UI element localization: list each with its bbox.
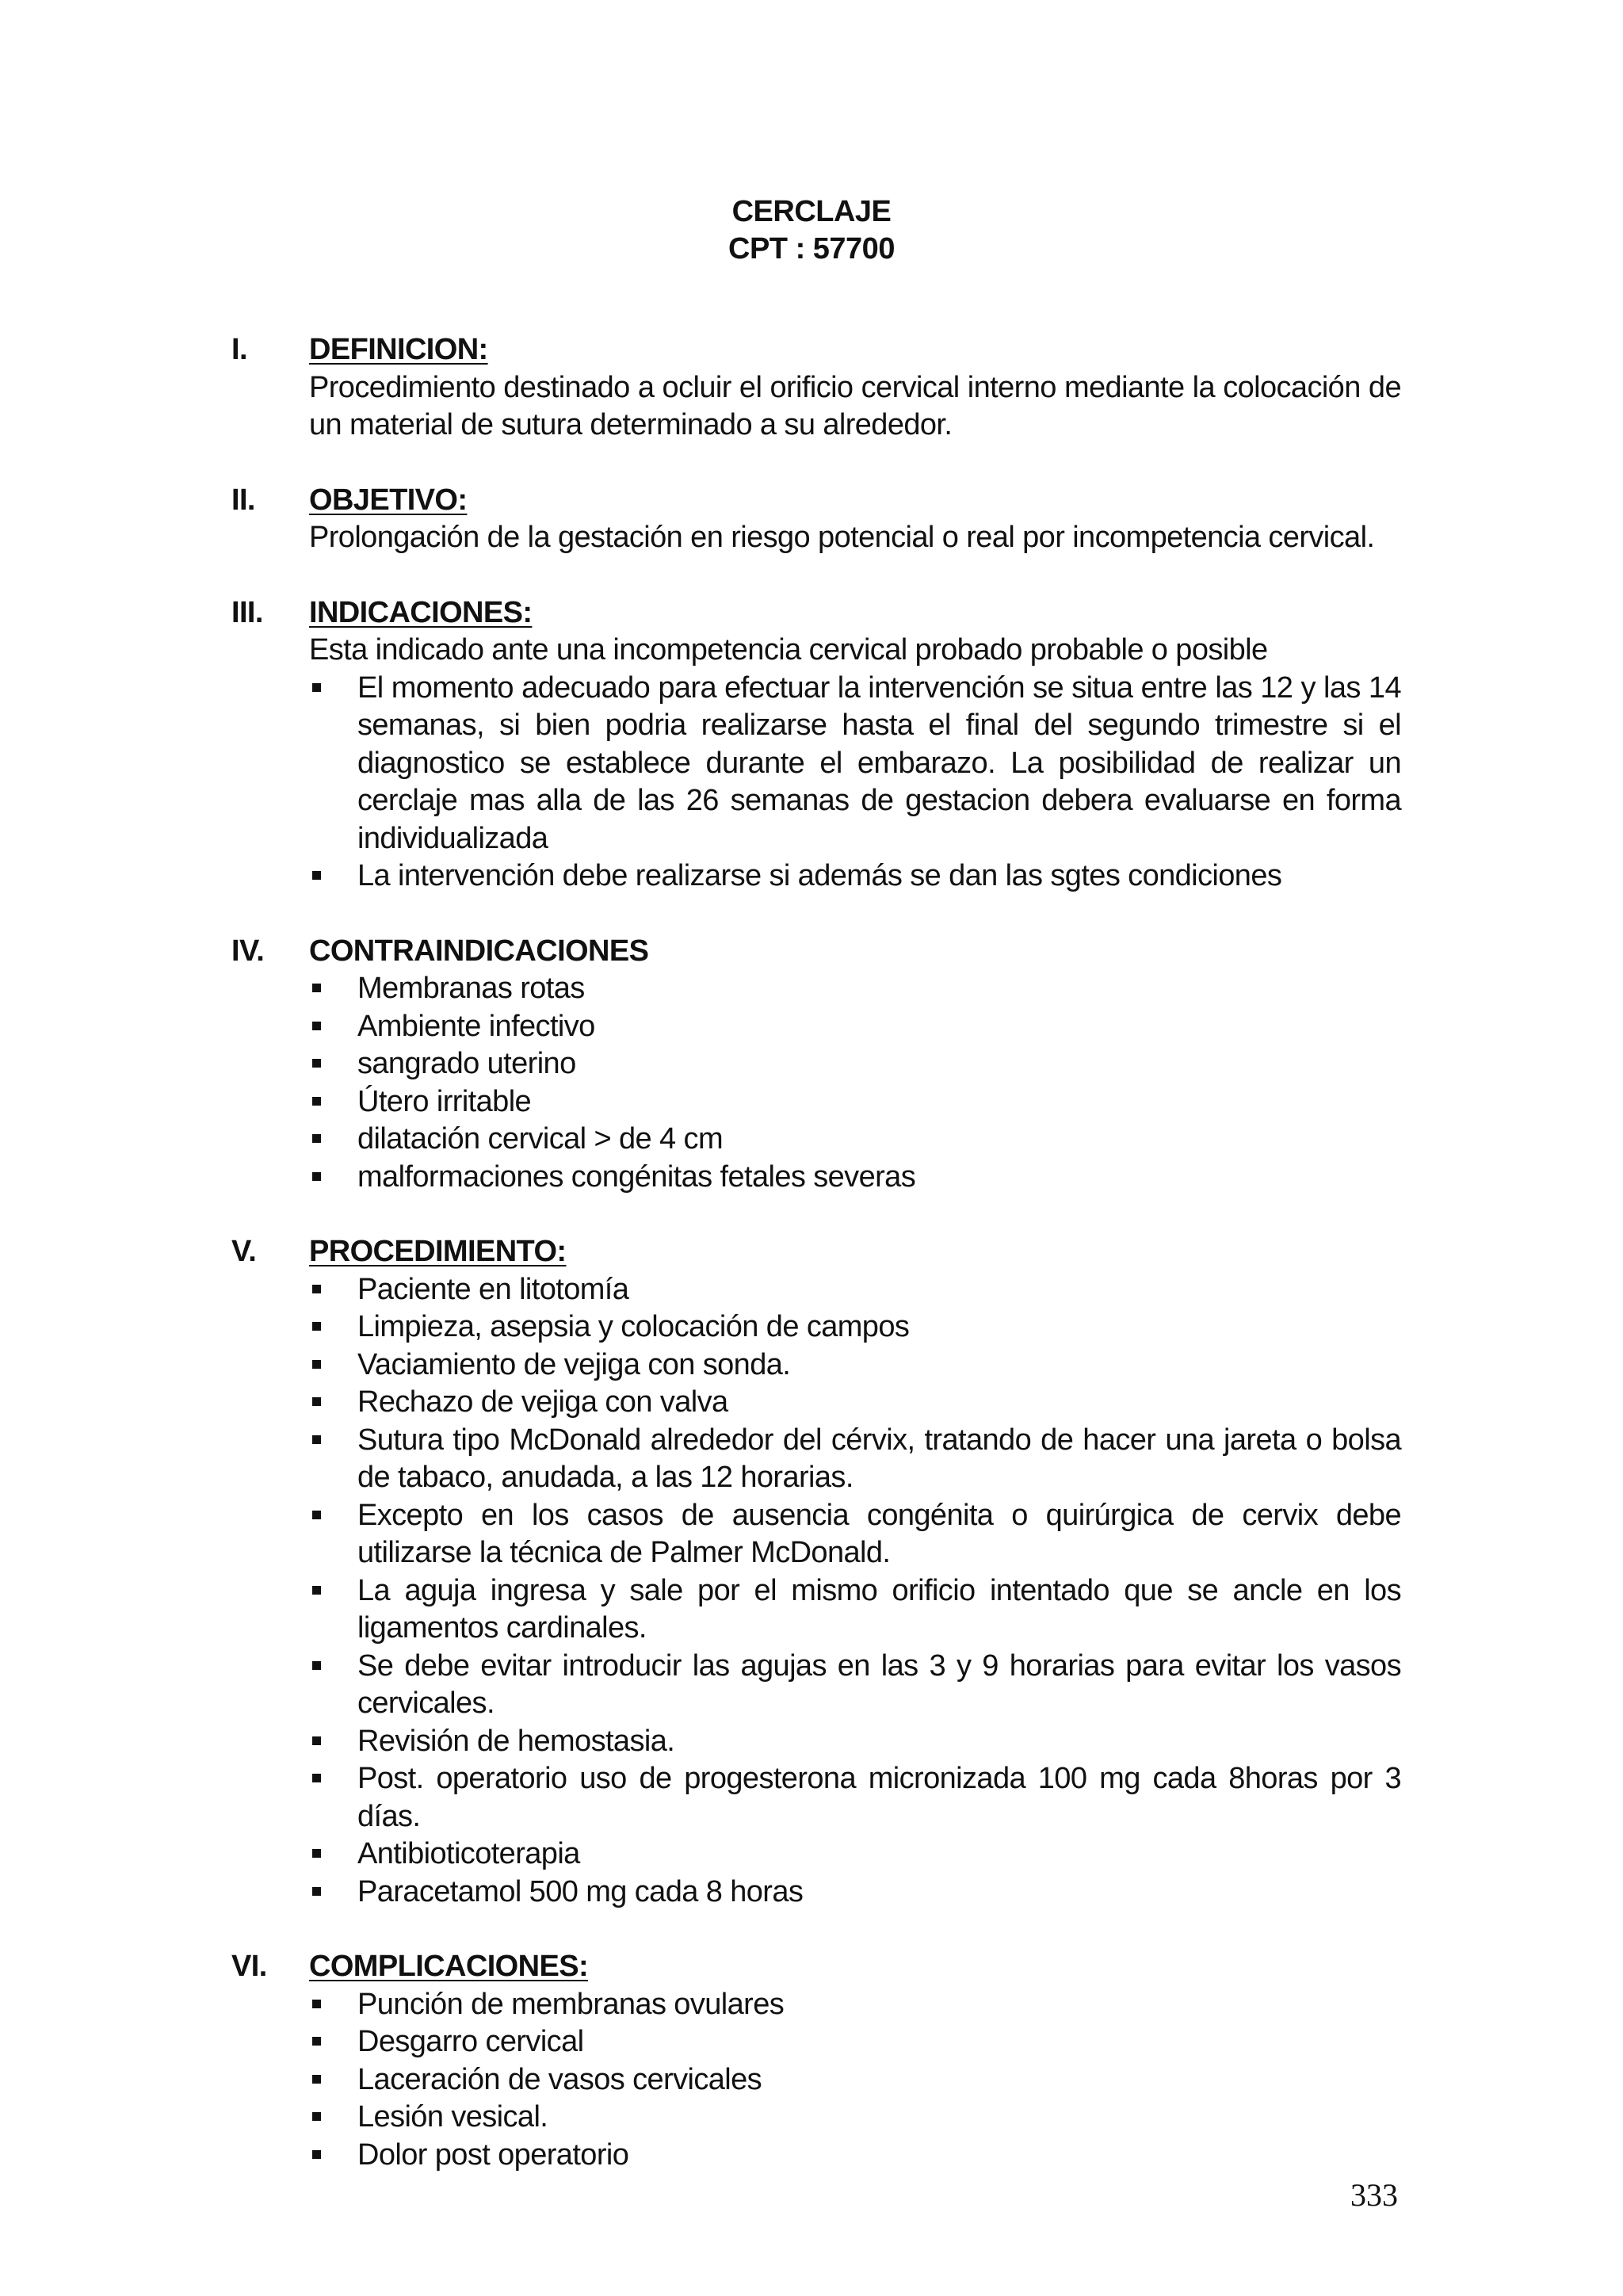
section-paragraph: Prolongación de la gestación en riesgo potencial o real por incompetencia cervical. xyxy=(309,521,1375,554)
section xyxy=(231,594,1401,896)
list-item-text: Ambiente infectivo xyxy=(357,1009,595,1043)
list-item-text: Post. operatorio uso de progesterona micronizada 100 mg cada 8horas por 3 días. xyxy=(357,1762,1401,1833)
section-title: PROCEDIMIENTO: xyxy=(309,1235,567,1268)
square-bullet-icon xyxy=(312,1285,321,1293)
list-item xyxy=(309,1836,1401,1874)
square-bullet-icon xyxy=(312,871,321,880)
square-bullet-icon xyxy=(312,2000,321,2008)
square-bullet-icon xyxy=(312,683,321,692)
square-bullet-icon xyxy=(312,1134,321,1143)
square-bullet-icon xyxy=(312,1059,321,1068)
square-bullet-icon xyxy=(312,1586,321,1595)
square-bullet-icon xyxy=(312,1322,321,1331)
list-item xyxy=(309,1008,1401,1046)
list-item-text: Útero irritable xyxy=(357,1084,532,1118)
list-item-text: Antibioticoterapia xyxy=(357,1837,580,1870)
square-bullet-icon xyxy=(312,1511,321,1519)
section-title: DEFINICION: xyxy=(309,333,488,366)
list-item xyxy=(309,1874,1401,1912)
bullet-list xyxy=(309,1986,1401,2175)
section-number: I. xyxy=(231,333,247,366)
bullet-list xyxy=(309,970,1401,1196)
document-title: CERCLAJE xyxy=(731,195,892,228)
list-item xyxy=(309,1083,1401,1121)
list-item-text: Excepto en los casos de ausencia congénita o quirúrgica de cervix debe utilizarse la técnica de Palmer McDonald. xyxy=(357,1498,1401,1569)
section-title: INDICACIONES: xyxy=(309,595,533,629)
bullet-list xyxy=(309,1271,1401,1912)
square-bullet-icon xyxy=(312,2037,321,2046)
square-bullet-icon xyxy=(312,1774,321,1782)
section-paragraph: Procedimiento destinado a ocluir el orificio cervical interno mediante la colocación de un material de sutura determinado a su alrededor. xyxy=(309,370,1401,441)
section-number: VI. xyxy=(231,1950,267,1983)
list-item-text: Paciente en litotomía xyxy=(357,1272,629,1306)
square-bullet-icon xyxy=(312,1435,321,1444)
square-bullet-icon xyxy=(312,2075,321,2084)
list-item xyxy=(309,858,1401,896)
square-bullet-icon xyxy=(312,2112,321,2121)
list-item-text: Dolor post operatorio xyxy=(357,2137,629,2172)
list-item xyxy=(309,1271,1401,1309)
list-item-text: Se debe evitar introducir las agujas en las 3 y 9 horarias para evitar los vasos cervicales. xyxy=(357,1648,1401,1720)
list-item-text: dilatación cervical > de 4 cm xyxy=(357,1122,723,1156)
square-bullet-icon xyxy=(312,1887,321,1896)
square-bullet-icon xyxy=(312,1097,321,1106)
section xyxy=(231,331,1401,445)
section xyxy=(231,482,1401,557)
square-bullet-icon xyxy=(312,2150,321,2159)
square-bullet-icon xyxy=(312,1661,321,1670)
list-item-text: Rechazo de vejiga con valva xyxy=(357,1385,728,1419)
list-item xyxy=(309,2137,1401,2175)
section-title: OBJETIVO: xyxy=(309,483,468,517)
square-bullet-icon xyxy=(312,1022,321,1030)
list-item xyxy=(309,2099,1401,2137)
list-item-text: Limpieza, asepsia y colocación de campos xyxy=(357,1310,910,1343)
list-item xyxy=(309,1347,1401,1385)
square-bullet-icon xyxy=(312,1736,321,1745)
section-number: IV. xyxy=(231,934,265,968)
list-item-text: Paracetamol 500 mg cada 8 horas xyxy=(357,1874,804,1908)
list-item-text: El momento adecuado para efectuar la intervención se situa entre las 12 y las 14 semanas, si bien podria realizarse hasta el final del segundo trimestre si el diagnostico se establece durante el embarazo. La posibilidad de realizar un cerclaje mas alla de las 26 semanas de gestacion debera evaluarse en forma individualizada xyxy=(357,670,1401,855)
list-item xyxy=(309,2023,1401,2061)
square-bullet-icon xyxy=(312,1172,321,1181)
page-number: 333 xyxy=(1350,2177,1398,2213)
list-item xyxy=(309,1648,1401,1723)
list-item xyxy=(309,670,1401,858)
list-item-text: Punción de membranas ovulares xyxy=(357,1987,785,2021)
list-item-text: Laceración de vasos cervicales xyxy=(357,2062,762,2096)
section-number: V. xyxy=(231,1235,257,1268)
section-title: COMPLICACIONES: xyxy=(309,1950,589,1983)
list-item-text: Vaciamiento de vejiga con sonda. xyxy=(357,1347,791,1381)
bullet-list xyxy=(309,670,1401,896)
list-item xyxy=(309,1422,1401,1497)
list-item xyxy=(309,970,1401,1008)
square-bullet-icon xyxy=(312,1849,321,1858)
list-item-text: Lesión vesical. xyxy=(357,2100,548,2134)
section xyxy=(231,933,1401,1197)
list-item-text: Membranas rotas xyxy=(357,972,585,1005)
list-item-text: La aguja ingresa y sale por el mismo orificio intentado que se ancle en los ligamentos cardinales. xyxy=(357,1573,1401,1645)
title-block xyxy=(0,193,1623,268)
list-item xyxy=(309,1760,1401,1836)
list-item xyxy=(309,1384,1401,1422)
section xyxy=(231,1233,1401,1911)
list-item xyxy=(309,1121,1401,1159)
list-item-text: sangrado uterino xyxy=(357,1047,576,1080)
section-title: CONTRAINDICACIONES xyxy=(309,934,649,968)
list-item xyxy=(309,1308,1401,1347)
list-item-text: malformaciones congénitas fetales severas xyxy=(357,1159,916,1194)
list-item xyxy=(309,1572,1401,1648)
list-item xyxy=(309,1723,1401,1761)
square-bullet-icon xyxy=(312,984,321,992)
list-item xyxy=(309,2061,1401,2099)
section-number: II. xyxy=(231,483,255,517)
list-item xyxy=(309,1986,1401,2024)
document-code: CPT : 57700 xyxy=(728,232,895,266)
list-item-text: Sutura tipo McDonald alrededor del cérvix, tratando de hacer una jareta o bolsa de tabaco, anudada, a las 12 horarias. xyxy=(357,1423,1401,1494)
list-item-text: La intervención debe realizarse si además se dan las sgtes condiciones xyxy=(357,859,1282,892)
list-item xyxy=(309,1497,1401,1572)
list-item xyxy=(309,1045,1401,1083)
square-bullet-icon xyxy=(312,1397,321,1406)
section-paragraph: Esta indicado ante una incompetencia cervical probado probable o posible xyxy=(309,633,1268,667)
section-number: III. xyxy=(231,595,263,629)
list-item-text: Desgarro cervical xyxy=(357,2025,584,2058)
list-item xyxy=(309,1159,1401,1197)
document-body xyxy=(231,331,1401,2211)
list-item-text: Revisión de hemostasia. xyxy=(357,1724,675,1758)
square-bullet-icon xyxy=(312,1360,321,1369)
section xyxy=(231,1948,1401,2174)
